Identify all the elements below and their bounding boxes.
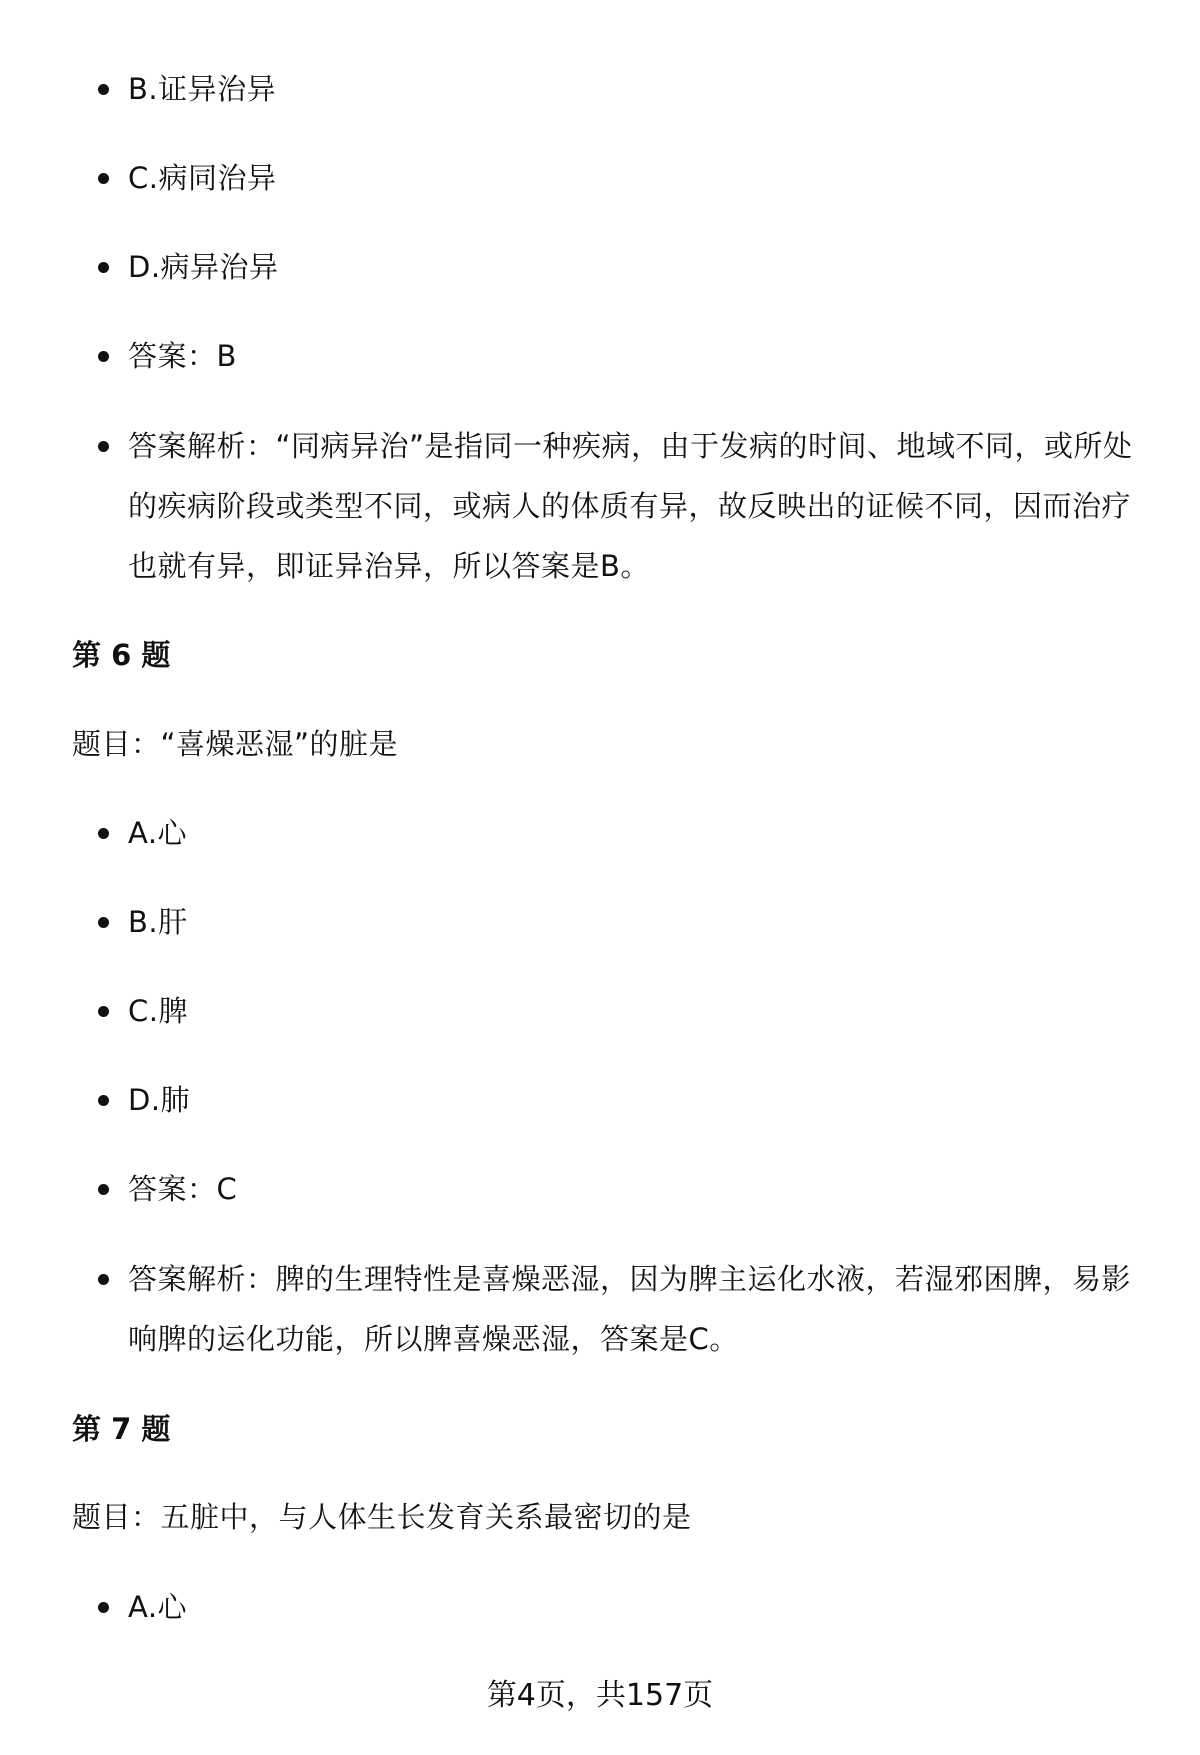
q7-option-a: A.心 xyxy=(128,1577,1148,1637)
q6-answer: 答案：C xyxy=(128,1159,1148,1219)
q7-heading: 第 7 题 xyxy=(72,1412,171,1446)
q5-option-c: C.病同治异 xyxy=(128,148,1148,208)
q6-explanation: 答案解析：脾的生理特性是喜燥恶湿，因为脾主运化水液，若湿邪困脾，易影响脾的运化功能，所以脾喜燥恶湿，答案是C。 xyxy=(128,1249,1148,1369)
q6-heading: 第 6 题 xyxy=(72,638,171,672)
q6-option-d: D.肺 xyxy=(128,1070,1148,1130)
q6-option-c: C.脾 xyxy=(128,981,1148,1041)
q6-stem: 题目：“喜燥恶湿”的脏是 xyxy=(72,727,399,761)
q5-option-d: D.病异治异 xyxy=(128,237,1148,297)
q6-option-a: A.心 xyxy=(128,803,1148,863)
q5-explanation: 答案解析：“同病异治”是指同一种疾病，由于发病的时间、地域不同，或所处的疾病阶段或类型不同，或病人的体质有异，故反映出的证候不同，因而治疗也就有异，即证异治异，所以答案是B。 xyxy=(128,416,1148,596)
page-number-footer: 第4页，共157页 xyxy=(486,1678,714,1713)
q6-option-b: B.肝 xyxy=(128,892,1148,952)
q5-answer: 答案：B xyxy=(128,326,1148,386)
q7-stem: 题目：五脏中，与人体生长发育关系最密切的是 xyxy=(72,1500,692,1534)
q5-option-b: B.证异治异 xyxy=(128,59,1148,119)
